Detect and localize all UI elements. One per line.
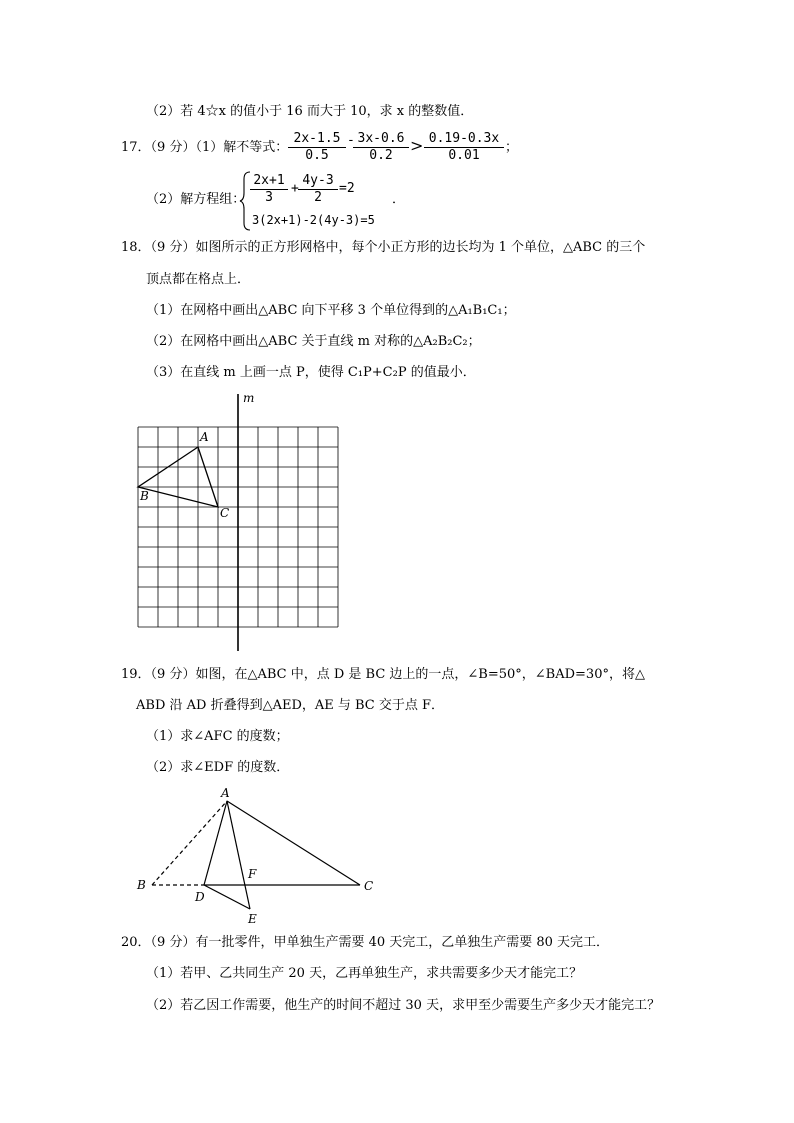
q17-equation-2: 3(2x+1)-2(4y-3)=5 — [252, 213, 375, 227]
q17-fraction-3-denominator: 0.01 — [448, 148, 480, 163]
q17-eq-fraction-1-numerator: 2x+1 — [250, 173, 288, 190]
q20-line1: 20．（9 分）有一批零件，甲单独生产需要 40 天完工，乙单独生产需要 80 天完工． — [121, 935, 610, 950]
q17-semicolon: ； — [505, 140, 519, 155]
q17-eq-fraction-2-denominator: 2 — [314, 190, 322, 205]
q17-minus-sign: - — [347, 133, 355, 148]
q20-part1: （1）若甲、乙共同生产 20 天，乙再单独生产，求共需要多少天才能完工？ — [146, 966, 583, 981]
q17-fraction-2-denominator: 0.2 — [369, 148, 393, 163]
q18-part2: （2）在网格中画出△ABC 关于直线 m 对称的△A₂B₂C₂； — [146, 334, 481, 349]
segment-ac — [227, 801, 360, 885]
label-e: E — [248, 912, 257, 926]
label-c: C — [220, 506, 230, 520]
segment-de — [204, 885, 250, 909]
q19-part1: （1）求∠AFC 的度数； — [146, 729, 289, 744]
q20-part2: （2）若乙因工作需要，他生产的时间不超过 30 天，求甲至少需要生产多少天才能完工？ — [146, 998, 661, 1013]
label-d: D — [195, 890, 205, 904]
label-b: B — [137, 878, 146, 892]
label-a: A — [200, 430, 209, 444]
q17-fraction-1-numerator: 2x-1.5 — [288, 131, 346, 148]
q18-line2: 顶点都在格点上． — [146, 272, 251, 287]
q19-line2: ABD 沿 AD 折叠得到△AED，AE 与 BC 交于点 F． — [136, 698, 445, 713]
q17-fraction-3-numerator: 0.19-0.3x — [424, 131, 504, 148]
q17-plus-sign: + — [291, 181, 299, 196]
q17-fraction-1-denominator: 0.5 — [305, 148, 329, 163]
q19-part2: （2）求∠EDF 的度数． — [146, 760, 290, 775]
q17-eq-rhs: =2 — [339, 181, 355, 196]
label-f: F — [248, 867, 257, 881]
label-a: A — [221, 786, 230, 800]
q18-line1: 18．（9 分）如图所示的正方形网格中，每个小正方形的边长均为 1 个单位，△ABC 的三个 — [121, 240, 646, 255]
q17-period: ． — [392, 192, 406, 207]
q17-eq-fraction-2-numerator: 4y-3 — [298, 173, 338, 190]
segment-ad — [204, 801, 227, 885]
label-m: m — [243, 391, 255, 405]
q17-heading: 17．（9 分）（1）解不等式： — [121, 140, 289, 155]
label-b: B — [140, 489, 149, 503]
q17-greater-than: > — [410, 136, 424, 155]
q17-part2-label: （2）解方程组： — [146, 192, 246, 207]
label-c: C — [364, 879, 374, 893]
q18-part1: （1）在网格中画出△ABC 向下平移 3 个单位得到的△A₁B₁C₁； — [146, 303, 516, 318]
q17-eq-fraction-1-denominator: 3 — [265, 190, 273, 205]
q16-part2: （2）若 4☆x 的值小于 16 而大于 10，求 x 的整数值． — [146, 104, 474, 119]
q18-part3: （3）在直线 m 上画一点 P，使得 C₁P+C₂P 的值最小． — [146, 365, 476, 380]
segment-ae — [227, 801, 250, 909]
q19-line1: 19．（9 分）如图，在△ABC 中，点 D 是 BC 边上的一点，∠B=50°，∠BAD=30°，将△ — [121, 667, 645, 682]
q17-fraction-2-numerator: 3x-0.6 — [353, 131, 409, 148]
